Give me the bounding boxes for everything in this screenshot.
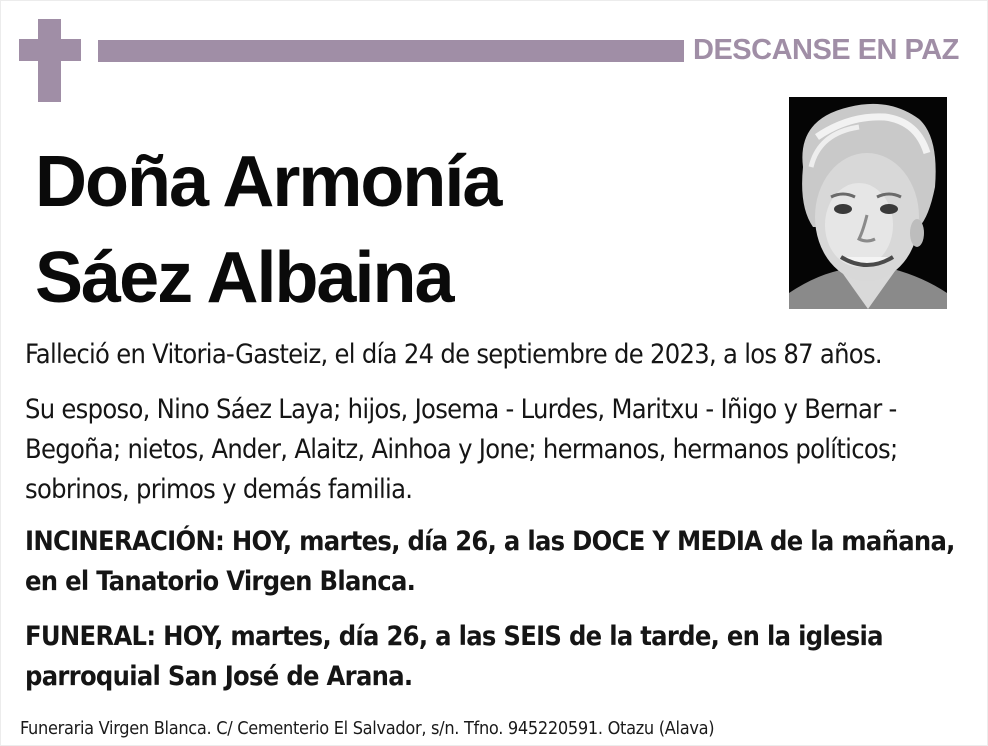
funeral-notice: FUNERAL: HOY, martes, día 26, a las SEIS de la tarde, en la iglesia parroquial San José de Arana.: [25, 621, 883, 692]
cross-icon-horizontal: [19, 39, 81, 61]
death-notice: Falleció en Vitoria-Gasteiz, el día 24 de septiembre de 2023, a los 87 años.: [25, 339, 882, 370]
header-rule: [98, 40, 684, 62]
cremation-notice: INCINERACIÓN: HOY, martes, día 26, a las DOCE Y MEDIA de la mañana, en el Tanatorio Virgen Blanca.: [25, 526, 955, 597]
deceased-name-line1: Doña Armonía: [35, 142, 501, 222]
portrait-image: [789, 97, 947, 309]
family-notice: Su esposo, Nino Sáez Laya; hijos, Josema - Lurdes, Maritxu - Iñigo y Bernar - Begoña; nietos, Ander, Alaitz, Ainhoa y Jone; hermanos, hermanos políticos; sobrinos, primos y demás familia.: [25, 394, 898, 505]
deceased-name-line2: Sáez Albaina: [35, 238, 453, 318]
funeral-home-footer: Funeraria Virgen Blanca. C/ Cementerio El Salvador, s/n. Tfno. 945220591. Otazu (Alava): [20, 718, 715, 739]
header-label: DESCANSE EN PAZ: [693, 34, 959, 66]
deceased-name: [35, 134, 775, 326]
deceased-photo: [789, 97, 947, 309]
